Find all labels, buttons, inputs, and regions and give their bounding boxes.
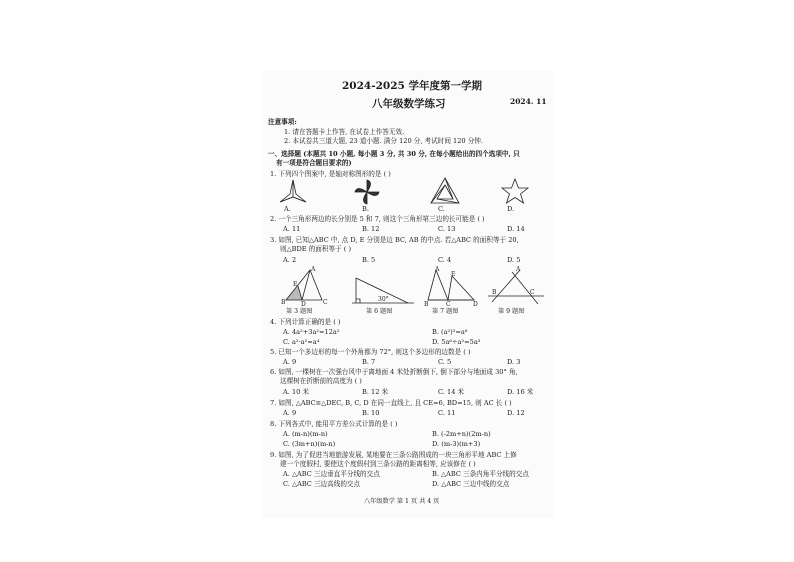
q3-option-d: D. 5 xyxy=(507,256,521,264)
q4-option-d: D. 5a⁶÷a²=5a³ xyxy=(432,338,481,346)
question-9-cont: 建一个度假村, 要使这个度假村到三条公路的距离相等, 应该修在 ( ) xyxy=(280,460,476,468)
fig7-label-a: A xyxy=(435,266,440,273)
question-9: 9. 如图, 为了促进当地旅游发展, 某地要在三条公路围成的一块三角形平地 ABC 上修 xyxy=(270,451,517,459)
q2-option-d: D. 14 xyxy=(507,225,525,233)
q6-option-b: B. 12 米 xyxy=(362,388,389,396)
fig3-label-a: A xyxy=(311,266,316,273)
fig3-label-d: D xyxy=(301,301,306,306)
q7-option-a: A. 9 xyxy=(283,409,297,417)
question-6-cont: 这棵树在折断前的高度为 ( ) xyxy=(280,377,362,385)
page-footer: 八年级数学 第 1 页 共 4 页 xyxy=(364,498,440,505)
question-2: 2. 一个三角形两边的长分别是 5 和 7, 则这个三角形第三边的长可能是 ( ) xyxy=(270,215,485,223)
fig7-label-b: B xyxy=(424,301,429,306)
q8-option-b: B. (-2m+n)(2m-n) xyxy=(432,430,491,438)
q4-option-c: C. a²·a²=a⁴ xyxy=(283,338,320,346)
fig7-label-e: E xyxy=(451,271,456,278)
section-1-heading: 一、选择题 (本题共 10 小题, 每小题 3 分, 共 30 分, 在每小题给出的四个选项中, 只 xyxy=(268,150,520,158)
q5-option-b: B. 7 xyxy=(362,358,376,366)
q2-option-c: C. 13 xyxy=(438,225,456,233)
q8-option-c: C. (3m+n)(m-n) xyxy=(283,440,336,448)
q7-option-c: C. 11 xyxy=(438,409,456,417)
q7-option-b: B. 10 xyxy=(362,409,380,417)
q6-option-d: D. 16 米 xyxy=(507,388,534,396)
q6-option-c: C. 14 米 xyxy=(438,388,465,396)
figure-caption-9: 第 9 题图 xyxy=(498,308,525,315)
fig6-angle-label: 30° xyxy=(378,296,389,303)
q9-option-b: B. △ABC 三条内角平分线的交点 xyxy=(432,470,529,478)
exam-term-title: 2024-2025 学年度第一学期 xyxy=(342,80,482,92)
fig9-label-a: A xyxy=(516,266,521,273)
q2-option-b: B. 12 xyxy=(362,225,380,233)
figure-q9 xyxy=(486,266,546,310)
q5-option-d: D. 3 xyxy=(507,358,521,366)
figure-q3 xyxy=(280,266,340,310)
exam-subject-title: 八年级数学练习 xyxy=(372,98,446,110)
q7-option-d: D. 12 xyxy=(507,409,525,417)
q9-option-c: C. △ABC 三边高线的交点 xyxy=(283,480,361,488)
q1-figure-c xyxy=(428,176,462,210)
q6-option-a: A. 10 米 xyxy=(283,388,310,396)
figure-caption-6: 第 6 题图 xyxy=(366,308,393,315)
q9-option-d: D. △ABC 三边中线的交点 xyxy=(432,480,510,488)
question-3: 3. 如图, 已知△ABC 中, 点 D, E 分别是边 BC, AB 的中点. 若△ABC 的面积等于 20, xyxy=(270,236,519,244)
figure-q7 xyxy=(424,266,480,310)
question-5: 5. 已知一个多边形的每一个外角都为 72°, 则这个多边形的边数是 ( ) xyxy=(270,348,471,356)
q1-option-d: D. xyxy=(507,205,515,213)
q9-option-a: A. △ABC 三边垂直平分线的交点 xyxy=(283,470,380,478)
q3-option-b: B. 5 xyxy=(362,256,376,264)
fig9-label-b: B xyxy=(492,289,497,296)
q8-option-a: A. (m-n)(m-n) xyxy=(283,430,328,438)
q1-option-c: C. xyxy=(438,205,445,213)
question-3-cont: 则△BDE 的面积等于 ( ) xyxy=(280,245,352,253)
note-1: 1. 请在答题卡上作答, 在试卷上作答无效. xyxy=(284,128,405,136)
q3-option-a: A. 2 xyxy=(283,256,297,264)
figure-q6 xyxy=(350,270,416,310)
fig3-label-b: B xyxy=(281,299,286,306)
question-8: 8. 下列各式中, 能用平方差公式计算的是 ( ) xyxy=(270,420,398,428)
q1-figure-d xyxy=(500,177,530,209)
q3-option-c: C. 4 xyxy=(438,256,452,264)
q5-option-c: C. 5 xyxy=(438,358,452,366)
section-1-heading-cont: 有一项是符合题目要求的) xyxy=(276,159,352,167)
notes-heading: 注意事项: xyxy=(268,118,297,126)
fig7-label-d: D xyxy=(473,301,478,306)
question-6: 6. 如图, 一棵树在一次强台风中于离地面 4 米处折断倒下, 倒下部分与地面成 30° 角, xyxy=(270,368,518,376)
fig7-label-c: C xyxy=(446,301,451,306)
q1-option-b: B. xyxy=(362,205,369,213)
question-1: 1. 下列四个图案中, 是轴对称图形的是 ( ) xyxy=(270,170,391,178)
figure-caption-3: 第 3 题图 xyxy=(286,308,313,315)
q4-option-a: A. 4a²+3a²=12a² xyxy=(283,328,340,336)
exam-date: 2024. 11 xyxy=(510,97,547,106)
q1-figure-a xyxy=(278,178,308,210)
q5-option-a: A. 9 xyxy=(283,358,297,366)
q1-option-a: A. xyxy=(284,205,291,213)
q2-option-a: A. 11 xyxy=(283,225,301,233)
figure-caption-7: 第 7 题图 xyxy=(432,308,459,315)
fig3-label-c: C xyxy=(323,299,328,306)
q4-option-b: B. (a²)³=a⁶ xyxy=(432,328,468,336)
question-7: 7. 如图, △ABC≌△DEC, B, C, D 在同一直线上, 且 CE=6, BD=15, 则 AC 长 ( ) xyxy=(270,399,512,407)
fig9-label-c: C xyxy=(530,289,535,296)
q8-option-d: D. (m-3)(m+3) xyxy=(432,440,481,448)
fig3-label-e: E xyxy=(293,281,298,288)
question-4: 4. 下列计算正确的是 ( ) xyxy=(270,318,341,326)
note-2: 2. 本试卷共三道大题, 23 道小题. 满分 120 分, 考试时间 120 分钟. xyxy=(284,137,483,145)
